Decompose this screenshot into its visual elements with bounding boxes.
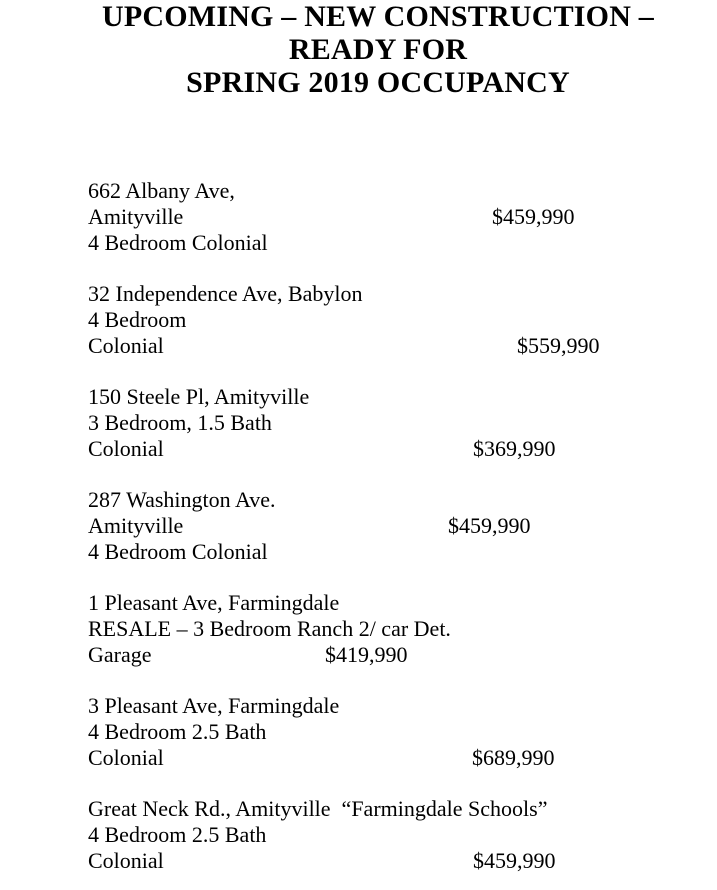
listing	[88, 384, 688, 462]
listing-line	[88, 745, 688, 771]
listing-address: 662 Albany Ave,	[88, 178, 235, 203]
listing-price: $689,990	[472, 745, 555, 770]
listing-city: Amityville	[88, 513, 184, 538]
page-title	[88, 0, 668, 99]
listing-detail: 3 Bedroom, 1.5 Bath	[88, 410, 272, 435]
listing-line	[88, 539, 688, 565]
listing-line	[88, 642, 688, 668]
listings-section	[88, 178, 688, 890]
title-line-1: UPCOMING – NEW CONSTRUCTION –	[102, 0, 654, 33]
listing	[88, 693, 688, 771]
listing-style: Colonial	[88, 745, 164, 770]
listing-detail: 4 Bedroom Colonial	[88, 230, 268, 255]
listing-line	[88, 693, 688, 719]
listing-line	[88, 281, 688, 307]
listing-address: 150 Steele Pl, Amityville	[88, 384, 310, 409]
listing-address: 32 Independence Ave, Babylon	[88, 281, 363, 306]
listing	[88, 590, 688, 668]
listing-price: $459,990	[448, 513, 531, 538]
listing-line	[88, 230, 688, 256]
listing-line	[88, 436, 688, 462]
listing-address: 3 Pleasant Ave, Farmingdale	[88, 693, 340, 718]
listing-detail: Garage	[88, 642, 152, 667]
listing-detail: 4 Bedroom 2.5 Bath	[88, 719, 267, 744]
listing-line	[88, 822, 688, 848]
listing-style: Colonial	[88, 436, 164, 461]
listing-detail: 4 Bedroom	[88, 307, 187, 332]
listing-price: $419,990	[325, 642, 408, 667]
listing-line	[88, 410, 688, 436]
listing-line	[88, 590, 688, 616]
listing-line	[88, 848, 688, 874]
listing-style: Colonial	[88, 333, 164, 358]
listing-address: Great Neck Rd., Amityville “Farmingdale Schools”	[88, 796, 548, 821]
listing-line	[88, 513, 688, 539]
title-line-2: READY FOR	[288, 33, 468, 66]
listing-price: $559,990	[517, 333, 600, 358]
listing-city: Amityville	[88, 204, 184, 229]
listing-detail: RESALE – 3 Bedroom Ranch 2/ car Det.	[88, 616, 451, 641]
listing-line	[88, 796, 688, 822]
listing-style: Colonial	[88, 848, 164, 873]
listing	[88, 796, 688, 874]
listing-detail: 4 Bedroom 2.5 Bath	[88, 822, 267, 847]
listing-line	[88, 333, 688, 359]
title-line-3: SPRING 2019 OCCUPANCY	[186, 66, 570, 99]
listing	[88, 487, 688, 565]
listing-price: $459,990	[473, 848, 556, 873]
listing-line	[88, 384, 688, 410]
listing-line	[88, 307, 688, 333]
listing-price: $459,990	[492, 204, 575, 229]
listing-line	[88, 178, 688, 204]
listing-line	[88, 719, 688, 745]
listing-address: 1 Pleasant Ave, Farmingdale	[88, 590, 340, 615]
listing	[88, 281, 688, 359]
listing	[88, 178, 688, 256]
listing-price: $369,990	[473, 436, 556, 461]
listing-line	[88, 487, 688, 513]
listing-detail: 4 Bedroom Colonial	[88, 539, 268, 564]
listing-line	[88, 616, 688, 642]
listing-line	[88, 204, 688, 230]
listing-address: 287 Washington Ave.	[88, 487, 276, 512]
